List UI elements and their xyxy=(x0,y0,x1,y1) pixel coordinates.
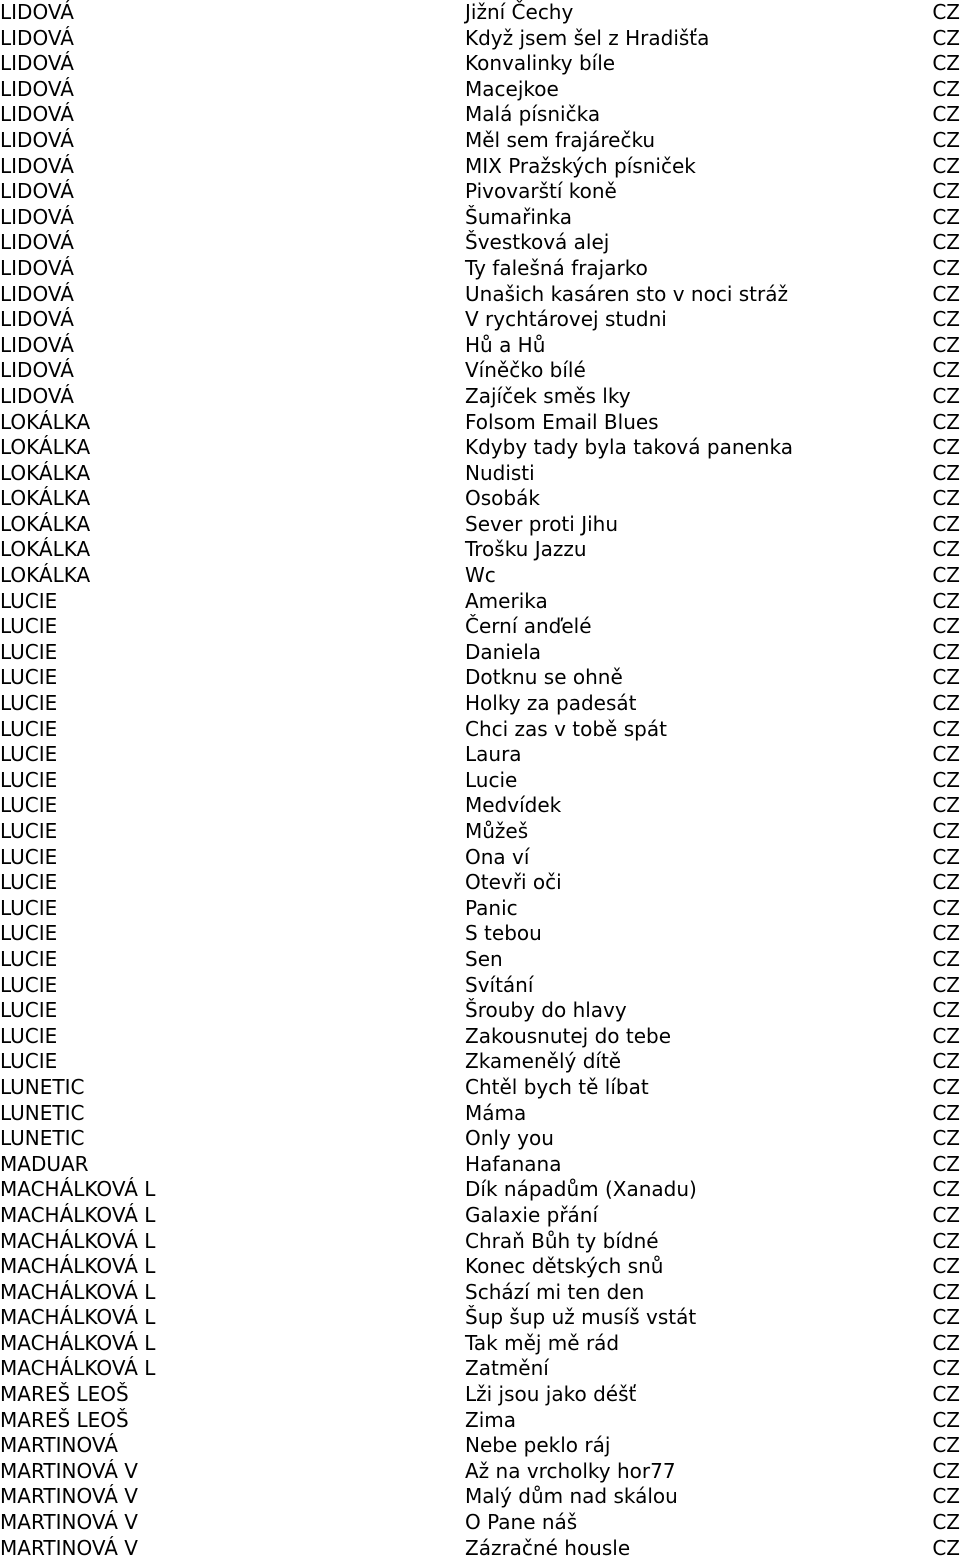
artist-cell: MARTINOVÁ V xyxy=(0,1458,138,1483)
country-cell: CZ xyxy=(932,102,960,127)
title-cell: Zima xyxy=(465,1407,516,1432)
artist-cell: LOKÁLKA xyxy=(0,511,91,536)
country-cell: CZ xyxy=(932,614,960,639)
country-cell: CZ xyxy=(932,665,960,690)
title-cell: V rychtárovej studni xyxy=(465,307,667,332)
title-cell: Holky za padesát xyxy=(465,691,637,716)
artist-cell: MAREŠ LEOŠ xyxy=(0,1382,129,1407)
table-row xyxy=(0,1177,960,1203)
country-cell: CZ xyxy=(932,409,960,434)
artist-cell: LUCIE xyxy=(0,819,58,843)
artist-cell: LUCIE xyxy=(0,691,58,716)
artist-cell: LIDOVÁ xyxy=(0,76,74,101)
table-row xyxy=(0,921,960,947)
title-cell: Malá písnička xyxy=(465,102,601,127)
country-cell: CZ xyxy=(932,1126,960,1151)
country-cell: CZ xyxy=(932,793,960,818)
title-cell: Kdyby tady byla taková panenka xyxy=(465,435,793,460)
country-cell: CZ xyxy=(932,1510,960,1535)
artist-cell: LIDOVÁ xyxy=(0,204,74,229)
artist-cell: MACHÁLKOVÁ L xyxy=(0,1356,156,1381)
country-cell: CZ xyxy=(932,1023,960,1048)
table-row xyxy=(0,1229,960,1255)
table-row xyxy=(0,1280,960,1306)
title-cell: Sen xyxy=(465,946,503,971)
country-cell: CZ xyxy=(932,460,960,485)
artist-cell: MACHÁLKOVÁ L xyxy=(0,1254,156,1279)
artist-cell: LIDOVÁ xyxy=(0,281,74,306)
country-cell: CZ xyxy=(932,1484,960,1509)
artist-cell: LIDOVÁ xyxy=(0,179,74,204)
country-cell: CZ xyxy=(932,0,960,24)
country-cell: CZ xyxy=(932,691,960,716)
table-row xyxy=(0,26,960,52)
table-row xyxy=(0,742,960,768)
table-row xyxy=(0,845,960,871)
title-cell: Jižní Čechy xyxy=(465,0,574,24)
table-row xyxy=(0,563,960,589)
table-row xyxy=(0,1254,960,1280)
table-row xyxy=(0,768,960,794)
artist-cell: LUCIE xyxy=(0,716,58,741)
title-cell: MIX Pražských písniček xyxy=(465,153,696,178)
country-cell: CZ xyxy=(932,819,960,843)
table-row xyxy=(0,410,960,436)
artist-cell: LOKÁLKA xyxy=(0,486,91,511)
title-cell: Daniela xyxy=(465,639,542,664)
country-cell: CZ xyxy=(932,1100,960,1125)
table-row xyxy=(0,537,960,563)
country-cell: CZ xyxy=(932,179,960,204)
country-cell: CZ xyxy=(932,563,960,588)
country-cell: CZ xyxy=(932,332,960,357)
artist-cell: MACHÁLKOVÁ L xyxy=(0,1279,156,1304)
artist-cell: LUCIE xyxy=(0,588,58,613)
table-row xyxy=(0,947,960,973)
artist-cell: LIDOVÁ xyxy=(0,383,74,408)
country-cell: CZ xyxy=(932,972,960,997)
title-cell: Lži jsou jako déšť xyxy=(465,1382,637,1407)
artist-cell: LUNETIC xyxy=(0,1100,85,1125)
title-cell: Wc xyxy=(465,563,496,588)
title-cell: Medvídek xyxy=(465,793,562,818)
table-row xyxy=(0,1101,960,1127)
title-cell: Šumařinka xyxy=(465,204,573,229)
artist-cell: LUCIE xyxy=(0,767,58,792)
country-cell: CZ xyxy=(932,1382,960,1407)
table-row xyxy=(0,307,960,333)
country-cell: CZ xyxy=(932,1049,960,1074)
table-row xyxy=(0,998,960,1024)
title-cell: Měl sem frajárečku xyxy=(465,127,656,152)
title-cell: Když jsem šel z Hradišťa xyxy=(465,25,710,50)
country-cell: CZ xyxy=(932,1177,960,1202)
artist-cell: MARTINOVÁ xyxy=(0,1433,118,1458)
table-row xyxy=(0,461,960,487)
title-cell: Můžeš xyxy=(465,819,529,843)
table-row xyxy=(0,973,960,999)
artist-cell: LUCIE xyxy=(0,895,58,920)
table-row xyxy=(0,333,960,359)
country-cell: CZ xyxy=(932,588,960,613)
table-row xyxy=(0,256,960,282)
artist-cell: LOKÁLKA xyxy=(0,563,91,588)
table-row xyxy=(0,154,960,180)
country-cell: CZ xyxy=(932,870,960,895)
artist-cell: LUCIE xyxy=(0,793,58,818)
table-row xyxy=(0,1510,960,1536)
table-row xyxy=(0,1459,960,1485)
title-cell: S tebou xyxy=(465,921,542,946)
artist-cell: LUCIE xyxy=(0,844,58,869)
table-row xyxy=(0,1408,960,1434)
title-cell: Švestková alej xyxy=(465,230,610,255)
title-cell: Nebe peklo ráj xyxy=(465,1433,611,1458)
artist-cell: LIDOVÁ xyxy=(0,153,74,178)
title-cell: Svítání xyxy=(465,972,534,997)
country-cell: CZ xyxy=(932,1202,960,1227)
country-cell: CZ xyxy=(932,1074,960,1099)
country-cell: CZ xyxy=(932,1433,960,1458)
country-cell: CZ xyxy=(932,1407,960,1432)
artist-cell: LIDOVÁ xyxy=(0,255,74,280)
artist-cell: LUCIE xyxy=(0,972,58,997)
title-cell: Šup šup už musíš vstát xyxy=(465,1305,697,1330)
country-cell: CZ xyxy=(932,511,960,536)
title-cell: Chci zas v tobě spát xyxy=(465,716,667,741)
table-row xyxy=(0,614,960,640)
table-row xyxy=(0,128,960,154)
title-cell: Konec dětských snů xyxy=(465,1254,664,1279)
artist-cell: LIDOVÁ xyxy=(0,51,74,76)
country-cell: CZ xyxy=(932,51,960,76)
table-row xyxy=(0,1152,960,1178)
artist-cell: LUNETIC xyxy=(0,1074,85,1099)
table-row xyxy=(0,179,960,205)
artist-cell: LIDOVÁ xyxy=(0,332,74,357)
title-cell: Unašich kasáren sto v noci stráž xyxy=(465,281,788,306)
title-cell: Pivovarští koně xyxy=(465,179,617,204)
artist-cell: LIDOVÁ xyxy=(0,230,74,255)
table-row xyxy=(0,870,960,896)
title-cell: Zázračné housle xyxy=(465,1535,631,1560)
title-cell: Schází mi ten den xyxy=(465,1279,645,1304)
table-row xyxy=(0,1305,960,1331)
artist-cell: LIDOVÁ xyxy=(0,127,74,152)
title-cell: Malý dům nad skálou xyxy=(465,1484,678,1509)
title-cell: Zatmění xyxy=(465,1356,549,1381)
table-row xyxy=(0,358,960,384)
table-row xyxy=(0,1126,960,1152)
title-cell: Máma xyxy=(465,1100,527,1125)
country-cell: CZ xyxy=(932,895,960,920)
country-cell: CZ xyxy=(932,1254,960,1279)
table-row xyxy=(0,665,960,691)
title-cell: Konvalinky bíle xyxy=(465,51,616,76)
country-cell: CZ xyxy=(932,639,960,664)
title-cell: Osobák xyxy=(465,486,540,511)
table-row xyxy=(0,819,960,845)
table-row xyxy=(0,230,960,256)
table-row xyxy=(0,1356,960,1382)
artist-cell: LOKÁLKA xyxy=(0,435,91,460)
table-row xyxy=(0,205,960,231)
title-cell: Chraň Bůh ty bídné xyxy=(465,1228,659,1253)
country-cell: CZ xyxy=(932,307,960,332)
title-cell: Galaxie přání xyxy=(465,1202,599,1227)
table-row xyxy=(0,1049,960,1075)
title-cell: Hů a Hů xyxy=(465,332,546,357)
title-cell: Tak měj mě rád xyxy=(465,1330,620,1355)
table-row xyxy=(0,51,960,77)
title-cell: Zajíček směs lky xyxy=(465,383,631,408)
country-cell: CZ xyxy=(932,716,960,741)
country-cell: CZ xyxy=(932,742,960,767)
country-cell: CZ xyxy=(932,537,960,562)
table-row xyxy=(0,717,960,743)
table-row xyxy=(0,1382,960,1408)
country-cell: CZ xyxy=(932,358,960,383)
artist-cell: LUCIE xyxy=(0,921,58,946)
table-row xyxy=(0,640,960,666)
country-cell: CZ xyxy=(932,435,960,460)
country-cell: CZ xyxy=(932,486,960,511)
artist-cell: MARTINOVÁ V xyxy=(0,1484,138,1509)
artist-cell: MAREŠ LEOŠ xyxy=(0,1407,129,1432)
artist-cell: LIDOVÁ xyxy=(0,0,74,24)
title-cell: Folsom Email Blues xyxy=(465,409,659,434)
table-row xyxy=(0,896,960,922)
artist-cell: LIDOVÁ xyxy=(0,25,74,50)
artist-cell: MACHÁLKOVÁ L xyxy=(0,1202,156,1227)
title-cell: Lucie xyxy=(465,767,518,792)
table-row xyxy=(0,77,960,103)
country-cell: CZ xyxy=(932,921,960,946)
artist-cell: LUCIE xyxy=(0,998,58,1023)
artist-cell: LUNETIC xyxy=(0,1126,85,1151)
table-row xyxy=(0,589,960,615)
table-row xyxy=(0,512,960,538)
table-row xyxy=(0,691,960,717)
title-cell: Ona ví xyxy=(465,844,530,869)
title-cell: Dotknu se ohně xyxy=(465,665,623,690)
artist-cell: LOKÁLKA xyxy=(0,537,91,562)
artist-cell: LUCIE xyxy=(0,1023,58,1048)
country-cell: CZ xyxy=(932,383,960,408)
table-row xyxy=(0,282,960,308)
title-cell: Zkamenělý dítě xyxy=(465,1049,622,1074)
country-cell: CZ xyxy=(932,153,960,178)
artist-cell: MACHÁLKOVÁ L xyxy=(0,1228,156,1253)
country-cell: CZ xyxy=(932,25,960,50)
country-cell: CZ xyxy=(932,1228,960,1253)
artist-cell: LUCIE xyxy=(0,870,58,895)
title-cell: Laura xyxy=(465,742,522,767)
country-cell: CZ xyxy=(932,844,960,869)
artist-cell: LOKÁLKA xyxy=(0,409,91,434)
table-row xyxy=(0,1203,960,1229)
title-cell: Černí anďelé xyxy=(465,614,592,639)
table-row xyxy=(0,1024,960,1050)
country-cell: CZ xyxy=(932,1535,960,1560)
country-cell: CZ xyxy=(932,255,960,280)
table-row xyxy=(0,384,960,410)
table-row xyxy=(0,1433,960,1459)
artist-cell: LUCIE xyxy=(0,1049,58,1074)
title-cell: Šrouby do hlavy xyxy=(465,998,627,1023)
artist-cell: MACHÁLKOVÁ L xyxy=(0,1330,156,1355)
country-cell: CZ xyxy=(932,76,960,101)
title-cell: Macejkoe xyxy=(465,76,559,101)
title-cell: O Pane náš xyxy=(465,1510,578,1535)
country-cell: CZ xyxy=(932,946,960,971)
country-cell: CZ xyxy=(932,1279,960,1304)
table-row xyxy=(0,102,960,128)
artist-cell: LUCIE xyxy=(0,614,58,639)
artist-cell: MACHÁLKOVÁ L xyxy=(0,1305,156,1330)
table-row xyxy=(0,793,960,819)
title-cell: Zakousnutej do tebe xyxy=(465,1023,672,1048)
table-row xyxy=(0,435,960,461)
artist-cell: LUCIE xyxy=(0,665,58,690)
title-cell: Dík nápadům (Xanadu) xyxy=(465,1177,697,1202)
artist-cell: MACHÁLKOVÁ L xyxy=(0,1177,156,1202)
artist-cell: LUCIE xyxy=(0,742,58,767)
artist-cell: MARTINOVÁ V xyxy=(0,1510,138,1535)
country-cell: CZ xyxy=(932,127,960,152)
artist-cell: LUCIE xyxy=(0,639,58,664)
country-cell: CZ xyxy=(932,204,960,229)
title-cell: Sever proti Jihu xyxy=(465,511,618,536)
artist-cell: LOKÁLKA xyxy=(0,460,91,485)
country-cell: CZ xyxy=(932,1305,960,1330)
title-cell: Amerika xyxy=(465,588,548,613)
artist-cell: MARTINOVÁ V xyxy=(0,1535,138,1560)
country-cell: CZ xyxy=(932,281,960,306)
country-cell: CZ xyxy=(932,1330,960,1355)
artist-cell: LUCIE xyxy=(0,946,58,971)
title-cell: Trošku Jazzu xyxy=(465,537,587,562)
title-cell: Nudisti xyxy=(465,460,535,485)
title-cell: Víněčko bílé xyxy=(465,358,586,383)
table-row xyxy=(0,1331,960,1357)
title-cell: Panic xyxy=(465,895,518,920)
table-row xyxy=(0,1484,960,1510)
country-cell: CZ xyxy=(932,1151,960,1176)
table-row xyxy=(0,486,960,512)
artist-cell: LIDOVÁ xyxy=(0,307,74,332)
country-cell: CZ xyxy=(932,230,960,255)
artist-cell: LIDOVÁ xyxy=(0,358,74,383)
country-cell: CZ xyxy=(932,767,960,792)
country-cell: CZ xyxy=(932,1458,960,1483)
title-cell: Only you xyxy=(465,1126,554,1151)
country-cell: CZ xyxy=(932,1356,960,1381)
title-cell: Až na vrcholky hor77 xyxy=(465,1458,676,1483)
title-cell: Ty falešná frajarko xyxy=(465,255,648,280)
table-row xyxy=(0,1075,960,1101)
table-row xyxy=(0,0,960,26)
country-cell: CZ xyxy=(932,998,960,1023)
artist-cell: MADUAR xyxy=(0,1151,89,1176)
title-cell: Otevři oči xyxy=(465,870,562,895)
artist-cell: LIDOVÁ xyxy=(0,102,74,127)
title-cell: Chtěl bych tě líbat xyxy=(465,1074,649,1099)
title-cell: Hafanana xyxy=(465,1151,562,1176)
table-row xyxy=(0,1536,960,1562)
